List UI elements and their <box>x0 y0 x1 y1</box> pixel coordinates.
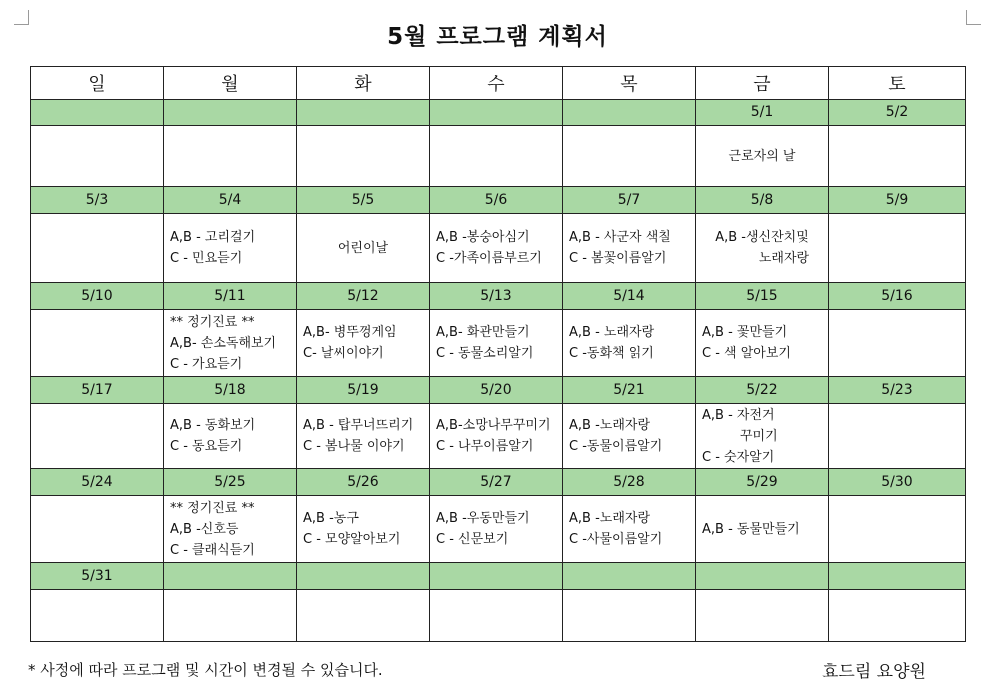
activity-line: C - 민요듣기 <box>170 251 243 267</box>
activity-line: C -동물이름알기 <box>569 439 663 455</box>
activity-line: C - 동요듣기 <box>170 439 243 455</box>
activity-cell <box>31 214 164 283</box>
activity-line: A,B -생신잔치및 <box>715 230 809 246</box>
activity-line: A,B - 동물만들기 <box>702 521 800 537</box>
date-cell: 5/28 <box>563 469 696 496</box>
weekday-wed: 수 <box>430 67 563 100</box>
weekday-tue: 화 <box>297 67 430 100</box>
activity-cell <box>829 310 966 377</box>
activity-cell <box>164 126 297 187</box>
activity-cell <box>829 589 966 641</box>
activity-line: C - 숫자알기 <box>702 449 775 465</box>
weekday-sat: 토 <box>829 67 966 100</box>
organization-name: 효드림 요양원 <box>822 662 926 682</box>
date-cell: 5/15 <box>696 283 829 310</box>
activity-cell <box>164 495 297 562</box>
activity-line: C -사물이름알기 <box>569 532 663 548</box>
footer-note: * 사정에 따라 프로그램 및 시간이 변경될 수 있습니다. <box>28 661 383 679</box>
weekday-thu: 목 <box>563 67 696 100</box>
date-row <box>31 377 966 404</box>
activity-line: C - 클래식듣기 <box>170 542 255 558</box>
activity-line: A,B - 탑무너뜨리기 <box>303 418 414 434</box>
activity-cell <box>297 589 430 641</box>
activity-cell <box>696 589 829 641</box>
activity-row <box>31 495 966 562</box>
activity-cell <box>164 589 297 641</box>
activity-cell <box>829 495 966 562</box>
date-cell <box>164 99 297 126</box>
activity-cell <box>297 310 430 377</box>
activity-line: A,B -노래자랑 <box>569 418 650 434</box>
activity-line: A,B- 병뚜껑게임 <box>303 325 397 341</box>
activity-line: C - 나무이름알기 <box>436 439 534 455</box>
activity-line: 노래자랑 <box>758 251 810 267</box>
activity-cell <box>563 403 696 468</box>
activity-cell <box>31 126 164 187</box>
activity-line: A,B - 자전거 <box>702 407 775 423</box>
activity-line: A,B -봉숭아심기 <box>436 230 530 246</box>
activity-row <box>31 214 966 283</box>
date-cell: 5/14 <box>563 283 696 310</box>
activity-cell <box>696 495 829 562</box>
activity-cell <box>31 310 164 377</box>
activity-line: ** 정기진료 ** <box>170 314 255 330</box>
activity-cell <box>164 403 297 468</box>
date-cell: 5/2 <box>829 99 966 126</box>
date-cell: 5/19 <box>297 377 430 404</box>
activity-cell <box>829 403 966 468</box>
activity-cell <box>696 214 829 283</box>
weekday-sun: 일 <box>31 67 164 100</box>
date-row <box>31 469 966 496</box>
activity-cell <box>297 126 430 187</box>
date-cell <box>297 563 430 590</box>
date-cell: 5/27 <box>430 469 563 496</box>
date-row <box>31 283 966 310</box>
date-cell: 5/18 <box>164 377 297 404</box>
date-cell: 5/12 <box>297 283 430 310</box>
activity-line: ** 정기진료 ** <box>170 500 255 516</box>
weekday-mon: 월 <box>164 67 297 100</box>
date-cell: 5/23 <box>829 377 966 404</box>
activity-row <box>31 403 966 468</box>
date-cell: 5/17 <box>31 377 164 404</box>
date-cell: 5/22 <box>696 377 829 404</box>
date-cell: 5/3 <box>31 187 164 214</box>
activity-cell <box>696 126 829 187</box>
date-cell <box>430 99 563 126</box>
activity-line: A,B - 노래자랑 <box>569 325 655 341</box>
date-row <box>31 99 966 126</box>
activity-cell <box>696 310 829 377</box>
calendar-body <box>31 99 966 641</box>
activity-line: 꾸미기 <box>740 428 778 444</box>
date-cell: 5/26 <box>297 469 430 496</box>
activity-line: C - 봄나물 이야기 <box>303 439 405 455</box>
date-cell: 5/9 <box>829 187 966 214</box>
activity-cell <box>829 214 966 283</box>
activity-line: A,B -우동만들기 <box>436 511 530 527</box>
activity-cell <box>31 403 164 468</box>
activity-line: A,B - 고리걸기 <box>170 230 256 246</box>
activity-row <box>31 310 966 377</box>
date-cell: 5/31 <box>31 563 164 590</box>
activity-cell <box>430 214 563 283</box>
activity-line: A,B- 손소독해보기 <box>170 335 277 351</box>
date-cell: 5/24 <box>31 469 164 496</box>
date-cell: 5/29 <box>696 469 829 496</box>
date-row <box>31 563 966 590</box>
date-cell: 5/16 <box>829 283 966 310</box>
activity-line: A,B -농구 <box>303 511 359 527</box>
activity-line: C - 신문보기 <box>436 532 509 548</box>
activity-cell <box>430 589 563 641</box>
date-cell <box>297 99 430 126</box>
activity-cell <box>297 214 430 283</box>
date-row <box>31 187 966 214</box>
activity-cell <box>297 495 430 562</box>
date-cell <box>31 99 164 126</box>
date-cell: 5/10 <box>31 283 164 310</box>
date-cell: 5/4 <box>164 187 297 214</box>
date-cell: 5/13 <box>430 283 563 310</box>
activity-line: 근로자의 날 <box>728 148 796 164</box>
date-cell: 5/21 <box>563 377 696 404</box>
date-cell <box>430 563 563 590</box>
activity-cell <box>430 310 563 377</box>
activity-line: A,B - 동화보기 <box>170 418 256 434</box>
activity-line: A,B - 꽃만들기 <box>702 325 788 341</box>
date-cell: 5/8 <box>696 187 829 214</box>
activity-cell <box>31 589 164 641</box>
date-cell: 5/7 <box>563 187 696 214</box>
activity-line: C- 날씨이야기 <box>303 346 384 362</box>
activity-cell <box>563 310 696 377</box>
activity-cell <box>164 214 297 283</box>
activity-line: A,B -신호등 <box>170 521 239 537</box>
activity-cell <box>563 126 696 187</box>
date-cell: 5/20 <box>430 377 563 404</box>
activity-line: 어린이날 <box>337 240 389 256</box>
activity-line: C -가족이름부르기 <box>436 251 542 267</box>
date-cell: 5/5 <box>297 187 430 214</box>
activity-line: A,B- 화관만들기 <box>436 325 530 341</box>
activity-cell <box>829 126 966 187</box>
activity-cell <box>430 403 563 468</box>
activity-line: C - 봄꽃이름알기 <box>569 251 667 267</box>
activity-line: C -동화책 읽기 <box>569 346 654 362</box>
activity-cell <box>430 126 563 187</box>
date-cell: 5/30 <box>829 469 966 496</box>
date-cell: 5/1 <box>696 99 829 126</box>
activity-line: C - 색 알아보기 <box>702 346 791 362</box>
activity-line: A,B - 사군자 색칠 <box>569 230 671 246</box>
date-cell <box>696 563 829 590</box>
activity-line: C - 모양알아보기 <box>303 532 401 548</box>
activity-cell <box>430 495 563 562</box>
activity-cell <box>563 589 696 641</box>
activity-line: C - 동물소리알기 <box>436 346 534 362</box>
date-cell: 5/25 <box>164 469 297 496</box>
activity-line: A,B-소망나무꾸미기 <box>436 418 551 434</box>
activity-cell <box>563 214 696 283</box>
date-cell <box>164 563 297 590</box>
activity-cell <box>563 495 696 562</box>
activity-cell <box>696 403 829 468</box>
activity-cell <box>164 310 297 377</box>
page-title: 5월 프로그램 계획서 <box>387 24 608 50</box>
date-cell: 5/6 <box>430 187 563 214</box>
weekday-fri: 금 <box>696 67 829 100</box>
weekday-header-row <box>31 67 966 100</box>
activity-row <box>31 126 966 187</box>
date-cell <box>563 99 696 126</box>
activity-cell <box>31 495 164 562</box>
calendar-table <box>30 66 966 642</box>
activity-line: C - 가요듣기 <box>170 356 243 372</box>
date-cell <box>829 563 966 590</box>
date-cell: 5/11 <box>164 283 297 310</box>
activity-line: A,B -노래자랑 <box>569 511 650 527</box>
date-cell <box>563 563 696 590</box>
activity-row <box>31 589 966 641</box>
activity-cell <box>297 403 430 468</box>
